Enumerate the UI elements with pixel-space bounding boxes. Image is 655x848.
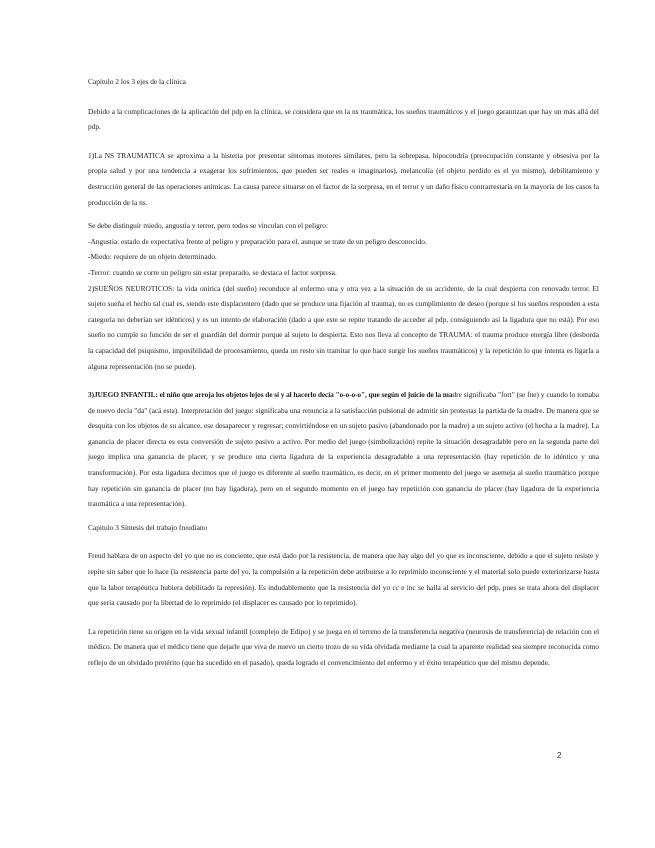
distinction-intro: Se debe distinguir miedo, angustia y terror, pero todos se vinculan con el peligro: xyxy=(88,221,329,231)
distinction-miedo: -Miedo: requiere de un objeto determinado. xyxy=(88,252,217,262)
distinction-terror: -Terror: cuando se corre un peligro sin estar preparado, se destaca el factor sorpresa. xyxy=(88,267,337,277)
page-number: 2 xyxy=(557,751,562,760)
chapter-3-title: Capitulo 3 Síntesis del trabajo freudiano xyxy=(88,522,208,532)
chapter-3-paragraph-2: La repetición tiene su origen en la vida sexual infantil (complejo de Edipo) y se juega en el terreno de la transferencia negativa (neurosis de transferencia) de relación con el médico. De manera que el médico tiene que dejarle que viva de nuevo un cierto trozo de su vida olvidada mediante la cual la aparente realidad sea siempre reconocida como reflejo de un olvidado pretérito (que ha sucedido en el pasado), queda logrado el convencimiento del enfermo y el éxito terapéutico que del mismo depende. xyxy=(88,626,599,667)
section-1-paragraph: 1)La NS TRAUMATICA se aproxima a la histeria por presentar síntomas motores similares, pero la sobrepasa, hipocondría (preocupación constante y obsesiva por la propia salud y por una tendencia a exagerar los sufrimientos, que pueden ser reales o imaginarios), melancolía (el objeto perdido es el yo mismo), debilitamiento y destrucción general de las operaciones anímicas. La causa parece situarse en el factor de la sorpresa, en el terror y un daño físico contrarrestaría en la mayoría de los casos la producción de la ns. xyxy=(88,150,599,207)
section-2-paragraph: 2)SUEÑOS NEUROTICOS: la vida onírica (del sueño) reconduce al enfermo una y otra vez a la situación de su accidente, de la cual despierta con renovado terror. El sujeto sueña el hecho tal cual es, siendo este displacentero (dado que se produce una fijación al trauma), no es cumplimiento de deseo (porque si los sueños responden a esta categoría no deberían ser idénticos) y es un intento de elaboración (dado a que este se repite tratando de acceder al pdp, consiguiendo así la ligadura que no está). Por eso sueño no cumple su función de ser el guardián del dormir porque al sujeto lo despierta. Esto nos lleva al concepto de TRAUMA: el trauma produce energía libre (desborda la capacidad del psiquismo, imposibilidad de procesamiento, queda un resto sin tramitar lo que hace surgir los sueños traumáticos) y la repetición lo que intenta es ligarla a alguna representación (no se puede). xyxy=(88,283,599,371)
chapter-3-paragraph-1: Freud hablara de un aspecto del yo que no es conciente, que está dado por la resistencia, de manera que hay algo del yo que es inconsciente, debido a que el sujeto resiste y repite sin saber que lo hace (la resistencia parte del yo, la compulsión a la repetición debe atribuirse a lo reprimido inconsciente y el material solo puede exteriorizarse hasta que la labor terapéutica hubiera debilitado la represión). Es indudablemente que la resistencia del yo cc e inc se halla al servicio del pdp, pues se trata ahora del displacer que sería causado por la libertad de lo reprimido (el displacer es causado por lo reprimido). xyxy=(88,551,599,608)
section-3-paragraph xyxy=(88,387,599,512)
chapter-2-title: Capitulo 2 los 3 ejes de la clínica xyxy=(88,77,186,86)
distinction-angustia: -Angustia: estado de expectativa frente al peligro y preparación para el, aunque se trate de un peligro desconocido. xyxy=(88,236,427,246)
section-3-bold-lead: 3)JUEGO INFANTIL: el niño que arroja los objetos lejos de sí y al hacerlo decía "o-o-o-o", que según el juicio de la ma xyxy=(88,390,453,400)
section-3-text: dre significaba "fort" (se fue) y cuando lo tomaba de nuevo decía "da" (acá esta). Interpretación del juego: significaba una renuncia a la satisfacción pulsional de admitir sin protestas la partida de la madre. De manera que se desquita con los objetos de su alcance, ese desaparecer y regresar; convirtiéndose en un sujeto pasivo (abandonado por la madre) a un sujeto activo (el hecha a la madre). La ganancia de placer directa es esta conversión de sujeto pasivo a activo. Por medio del juego (simbolización) repite la situación desagradable pero en la segunda parte del juego implica una ganancia de placer, y se produce una cierta ligadura de la experiencia desagradable a una representación (hay repetición de lo idéntico y una transformación). Por esta ligadura decimos que el juego es diferente al sueño traumático, es decir, en el primer momento del juego se asemeja al sueño traumático porque hay repetición sin ganancia de placer (no hay ligadura), pero en el segundo momento en el juego hay repetición con ganancia de placer (hay ligadura de la experiencia traumática a una representación). xyxy=(88,390,599,509)
intro-paragraph: Debido a la complicaciones de la aplicación del pdp en la clínica, se considera que en la ns traumática, los sueños traumáticos y el juego garantizan que hay un más allá del pdp. xyxy=(88,106,599,132)
